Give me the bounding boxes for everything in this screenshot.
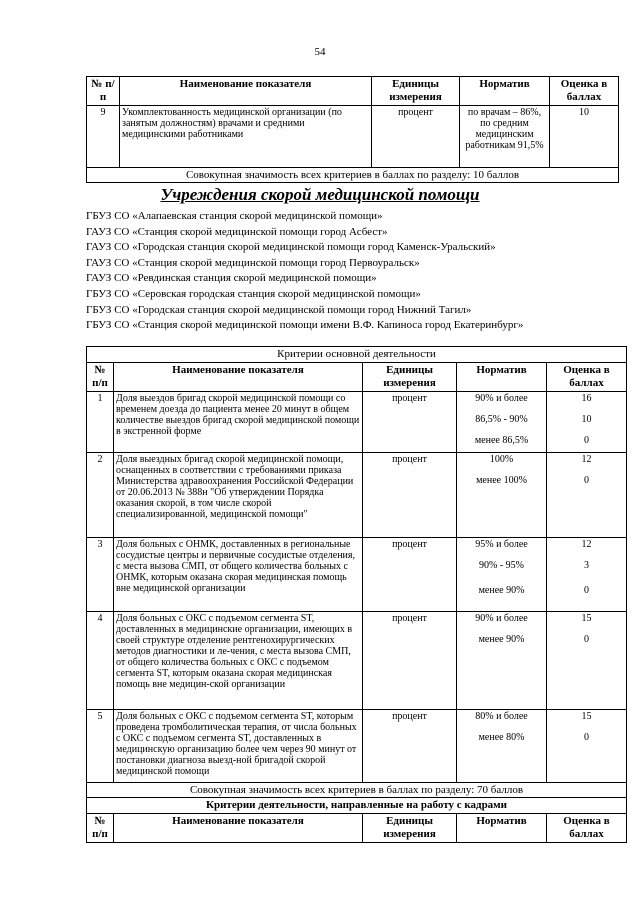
criteria-table-main xyxy=(86,346,627,843)
score-value: 12 xyxy=(581,539,592,550)
norm-value: 90% и более xyxy=(475,613,528,624)
score-value: 12 xyxy=(581,454,592,465)
table-row xyxy=(87,612,627,710)
col-header-unit: Единицы измерения xyxy=(363,363,457,392)
row-unit: процент xyxy=(363,612,457,710)
row-num: 3 xyxy=(87,538,114,612)
score-value: 0 xyxy=(584,435,589,446)
section-summary: Совокупная значимость всех критериев в баллах по разделу: 70 баллов xyxy=(87,783,627,798)
col-header-score: Оценка в баллах xyxy=(547,363,627,392)
col-header-norm: Норматив xyxy=(457,363,547,392)
col-header-norm: Норматив xyxy=(460,77,550,106)
norm-value: менее 90% xyxy=(478,634,525,645)
row-norm xyxy=(457,710,547,783)
row-norm: по врачам – 86%, по средним медицинским работникам 91,5% xyxy=(460,106,550,168)
list-item: ГАУЗ СО «Станция скорой медицинской помощи город Асбест» xyxy=(86,225,388,238)
col-header-num: № п/п xyxy=(87,814,114,843)
score-value: 0 xyxy=(584,475,589,486)
row-score xyxy=(547,710,627,783)
row-score xyxy=(547,612,627,710)
row-name: Доля выездных бригад скорой медицинской помощи, оснащенных в соответствии с требованиями приказа Министерства здравоохранения Российской Федерации от 20.06.2013 № 388н "Об утверждении Порядка оказания скорой, в том числе скорой специализированной, медицинской помощи" xyxy=(114,453,363,538)
norm-value: 90% - 95% xyxy=(479,560,524,571)
col-header-unit: Единицы измерения xyxy=(363,814,457,843)
row-unit: процент xyxy=(363,710,457,783)
score-value: 0 xyxy=(584,634,589,645)
norm-value: 86,5% - 90% xyxy=(475,414,528,425)
list-item: ГБУЗ СО «Алапаевская станция скорой медицинской помощи» xyxy=(86,210,383,222)
row-norm xyxy=(457,612,547,710)
row-unit: процент xyxy=(372,106,460,168)
row-num: 1 xyxy=(87,392,114,453)
list-item: ГАУЗ СО «Городская станция скорой медицинской помощи город Каменск-Уральский» xyxy=(86,241,496,254)
score-value: 16 xyxy=(581,393,592,404)
list-item: ГАУЗ СО «Станция скорой медицинской помощи город Первоуральск» xyxy=(86,256,420,269)
norm-value: 100% xyxy=(489,454,514,465)
norm-value: менее 86,5% xyxy=(474,435,529,446)
row-num: 9 xyxy=(87,106,120,168)
score-value: 0 xyxy=(584,732,589,743)
table-header-row xyxy=(87,77,619,106)
list-item: ГБУЗ СО «Серовская городская станция скорой медицинской помощи» xyxy=(86,287,421,300)
norm-value: 90% и более xyxy=(475,393,528,404)
organization-list xyxy=(86,209,523,334)
page-number: 54 xyxy=(314,46,326,58)
row-score xyxy=(547,453,627,538)
row-name: Доля больных с ОКС с подъемом сегмента ST, доставленных в медицинские организации, имеющих в своей структуре отделение рентгенохирургических методов диагностики и ле-чения, с места вызова СМП, от общего количества больных с ОКС с подъемом сегмента ST, которым оказана скорая медицинская помощь вне медицин-ской организации xyxy=(114,612,363,710)
list-item: ГАУЗ СО «Ревдинская станция скорой медицинской помощи» xyxy=(86,272,377,285)
table-row xyxy=(87,538,627,612)
table-row xyxy=(87,453,627,538)
row-norm xyxy=(457,392,547,453)
col-header-name: Наименование показателя xyxy=(114,814,363,843)
section-summary: Совокупная значимость всех критериев в баллах по разделу: 10 баллов xyxy=(87,168,619,183)
score-value: 0 xyxy=(584,585,589,596)
row-name: Укомплектованность медицинской организации (по занятым должностям) врачами и средними медицинскими работниками xyxy=(120,106,372,168)
row-name: Доля больных с ОНМК, доставленных в региональные сосудистые центры и первичные сосудистые отделения, с места вызова СМП, от общего количества больных с ОНМК, которым оказана скорая медицинская помощь вне медицинской организации xyxy=(114,538,363,612)
col-header-name: Наименование показателя xyxy=(120,77,372,106)
list-item: ГБУЗ СО «Станция скорой медицинской помощи имени В.Ф. Капиноса город Екатеринбург» xyxy=(86,319,524,332)
col-header-norm: Норматив xyxy=(457,814,547,843)
score-value: 3 xyxy=(584,560,589,571)
table-header-row xyxy=(87,814,627,843)
col-header-num: № п/п xyxy=(87,363,114,392)
col-header-unit: Единицы измерения xyxy=(372,77,460,106)
table-row xyxy=(87,710,627,783)
row-unit: процент xyxy=(363,392,457,453)
col-header-name: Наименование показателя xyxy=(114,363,363,392)
col-header-num: № п/п xyxy=(87,77,120,106)
row-num: 2 xyxy=(87,453,114,538)
row-norm xyxy=(457,538,547,612)
col-header-score: Оценка в баллах xyxy=(547,814,627,843)
list-item: ГБУЗ СО «Городская станция скорой медицинской помощи город Нижний Тагил» xyxy=(86,303,472,316)
score-value: 15 xyxy=(581,711,592,722)
table-row xyxy=(87,392,627,453)
row-name: Доля больных с ОКС с подъемом сегмента ST, которым проведена тромболитическая терапия, от числа больных с ОКС с подъемом сегмента ST, доставленных в медицинскую организацию более чем через 90 минут от постановки диагноза выезд-ной бригадой скорой медицинской помощи xyxy=(114,710,363,783)
criteria-table-top xyxy=(86,76,619,183)
row-unit: процент xyxy=(363,453,457,538)
norm-value: менее 80% xyxy=(478,732,525,743)
row-num: 4 xyxy=(87,612,114,710)
next-section-title: Критерии деятельности, направленные на работу с кадрами xyxy=(87,798,627,814)
row-unit: процент xyxy=(363,538,457,612)
table-row xyxy=(87,106,619,168)
score-value: 10 xyxy=(581,414,592,425)
row-norm xyxy=(457,453,547,538)
row-num: 5 xyxy=(87,710,114,783)
norm-value: менее 100% xyxy=(476,475,527,486)
norm-value: менее 90% xyxy=(478,585,525,596)
section-heading: Учреждения скорой медицинской помощи xyxy=(160,185,480,204)
norm-value: 80% и более xyxy=(475,711,528,722)
row-name: Доля выездов бригад скорой медицинской помощи со временем доезда до пациента менее 20 минут в общем количестве выездов бригад скорой медицинской помощи в экстренной форме xyxy=(114,392,363,453)
table-header-row xyxy=(87,363,627,392)
norm-value: 95% и более xyxy=(475,539,528,550)
row-score: 10 xyxy=(550,106,619,168)
score-value: 15 xyxy=(581,613,592,624)
section-title: Критерии основной деятельности xyxy=(87,347,627,363)
row-score xyxy=(547,392,627,453)
col-header-score: Оценка в баллах xyxy=(550,77,619,106)
row-score xyxy=(547,538,627,612)
